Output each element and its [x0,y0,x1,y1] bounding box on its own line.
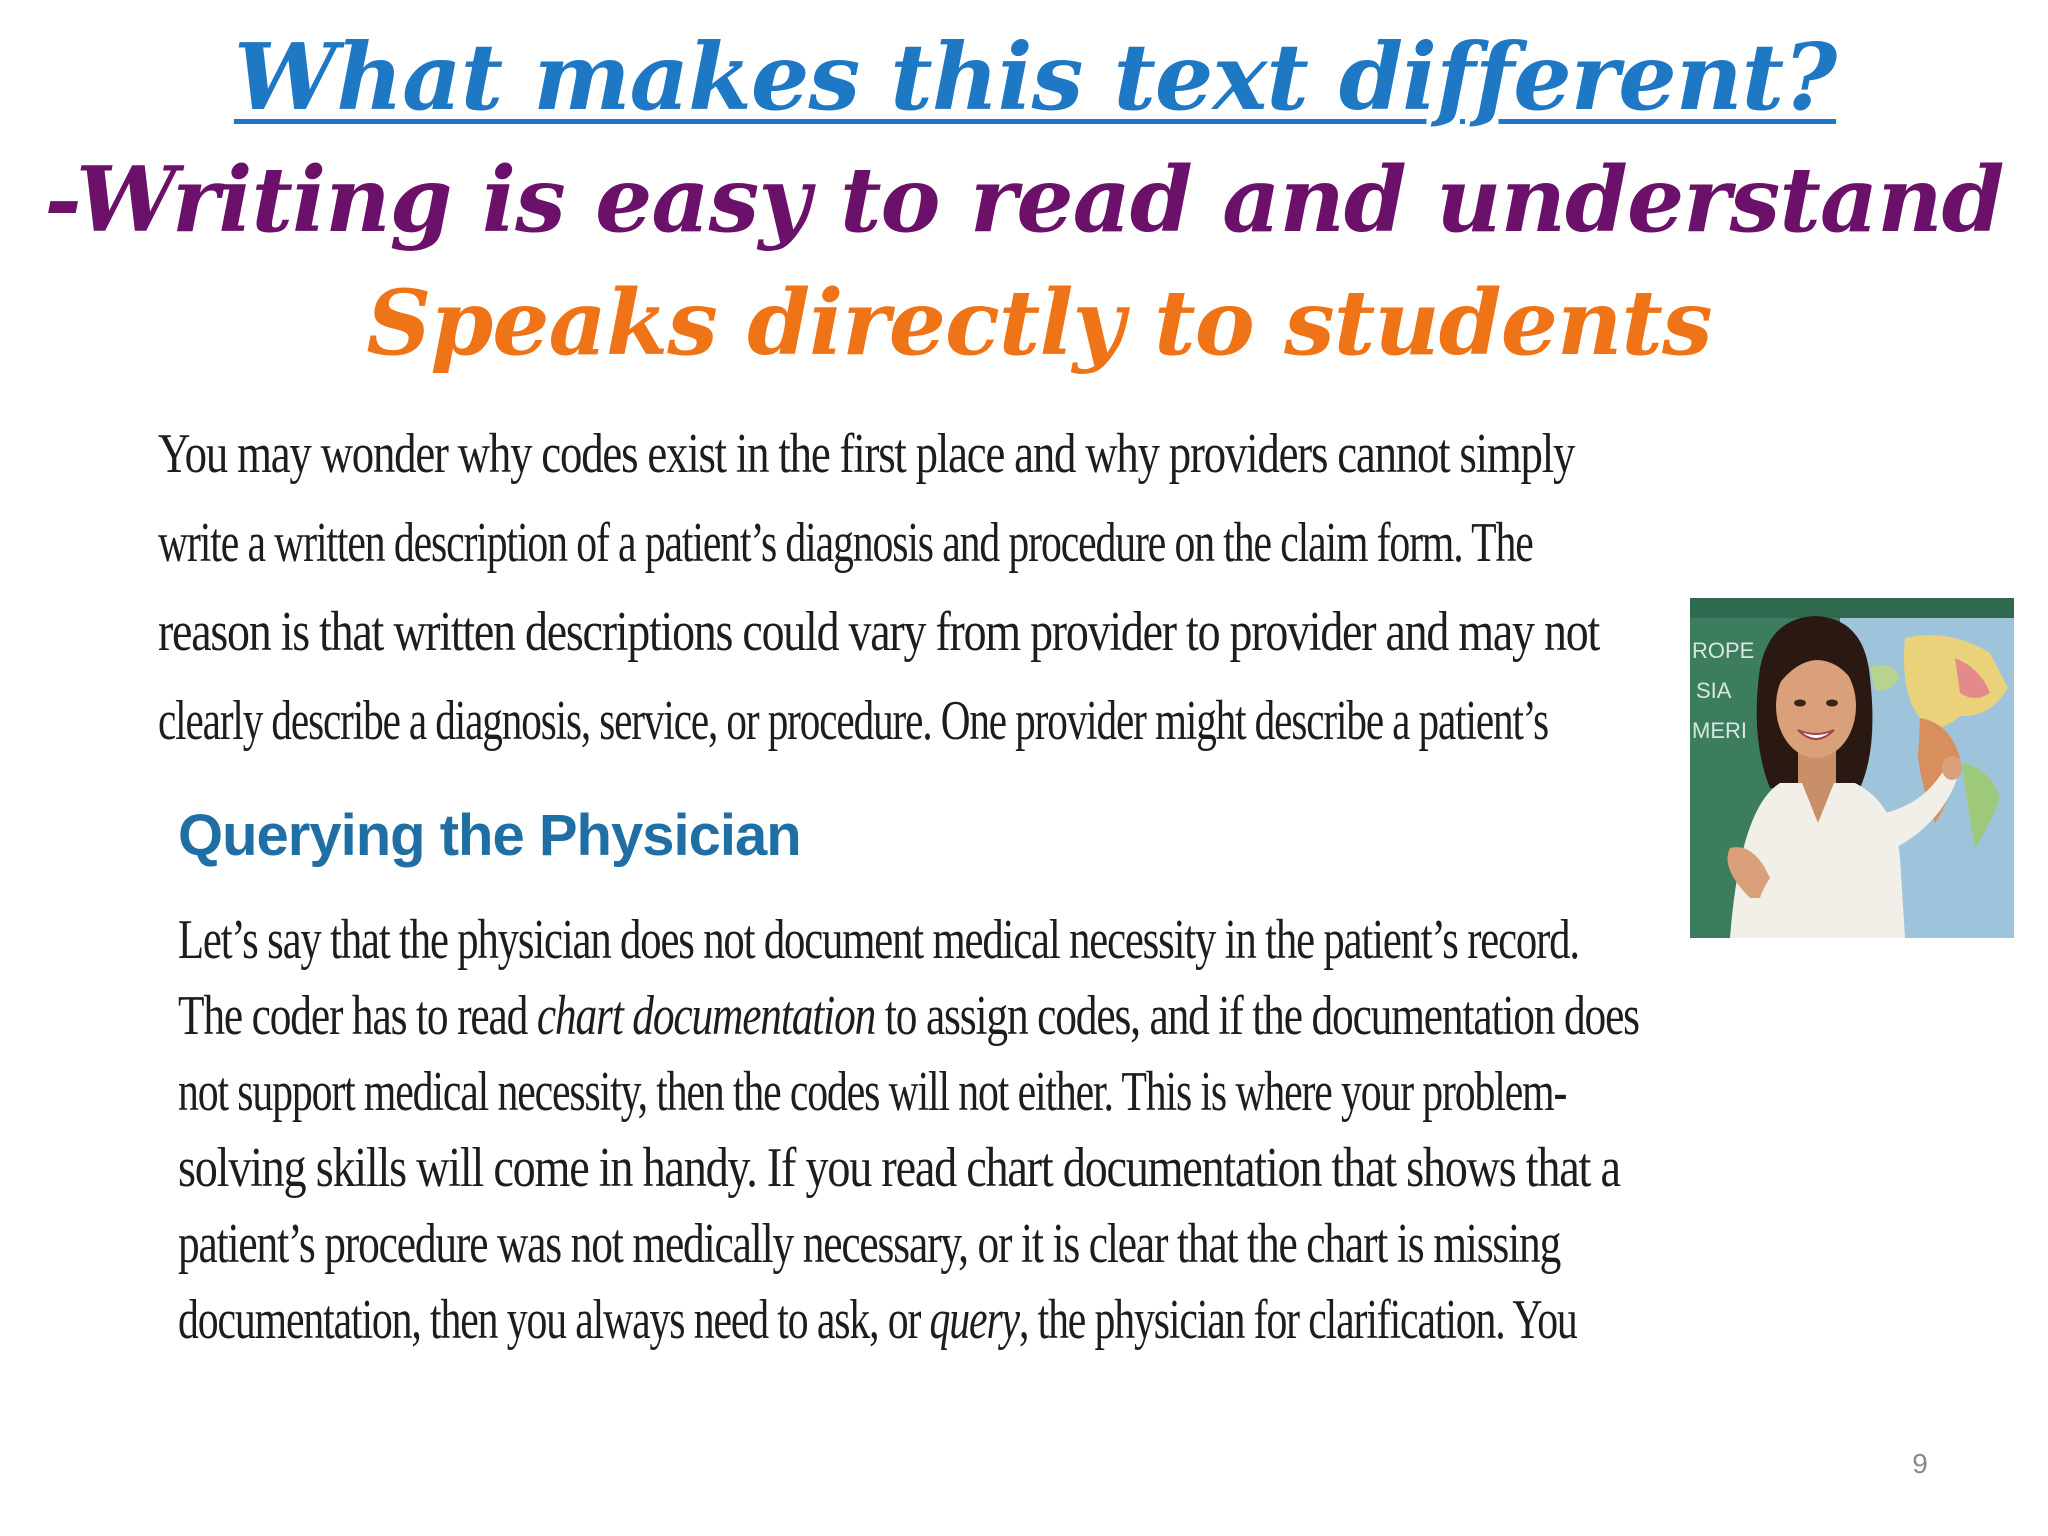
section-heading-querying-the-physician: Querying the Physician [178,803,801,868]
map-label: MERI [1692,718,1747,743]
subtitle-speaks-to-students: Speaks directly to students [366,270,1712,376]
excerpt-italic-term: query [929,1289,1019,1351]
subtitle-easy-to-read: -Writing is easy to read and understand [44,147,2004,253]
excerpt-paragraph-2-line: patient’s procedure was not medically necessary, or it is clear that the chart is missing [178,1213,1561,1275]
teacher-illustration [1690,598,2014,938]
excerpt-italic-term: chart documentation [536,985,876,1047]
excerpt-paragraph-2-line [178,980,1639,1052]
excerpt-paragraph-2-line: not support medical necessity, then the codes will not either. This is where your problem- [178,1061,1567,1123]
teacher-photo [1690,598,2014,938]
excerpt-paragraph-2-line [178,1284,1577,1356]
map-label: ROPE [1692,638,1755,663]
map-label: SIA [1696,678,1732,703]
excerpt-paragraph-2-line: Let’s say that the physician does not document medical necessity in the patient’s record. [178,909,1579,971]
textbook-excerpt [150,410,1690,1360]
excerpt-paragraph-2-line: solving skills will come in handy. If you read chart documentation that shows that a [178,1137,1620,1199]
excerpt-text: documentation, then you always need to ask, or [178,1289,930,1351]
excerpt-text: The coder has to read [178,985,537,1047]
excerpt-text: , the physician for clarification. You [1018,1289,1577,1351]
excerpt-text: to assign codes, and if the documentation does [875,985,1639,1047]
slide-title [0,22,2048,132]
excerpt-paragraph-1-line: reason is that written descriptions could vary from provider to provider and may not [158,601,1599,663]
slide-title-text: What makes this text different? [233,23,1837,131]
excerpt-paragraph-1-line: write a written description of a patient’s diagnosis and procedure on the claim form. The [158,512,1533,574]
excerpt-paragraph-1-line: You may wonder why codes exist in the first place and why providers cannot simply [158,423,1575,485]
slide-page-number: 9 [1912,1448,1928,1479]
excerpt-paragraph-1-line: clearly describe a diagnosis, service, or procedure. One provider might describe a patient’s [158,690,1549,752]
